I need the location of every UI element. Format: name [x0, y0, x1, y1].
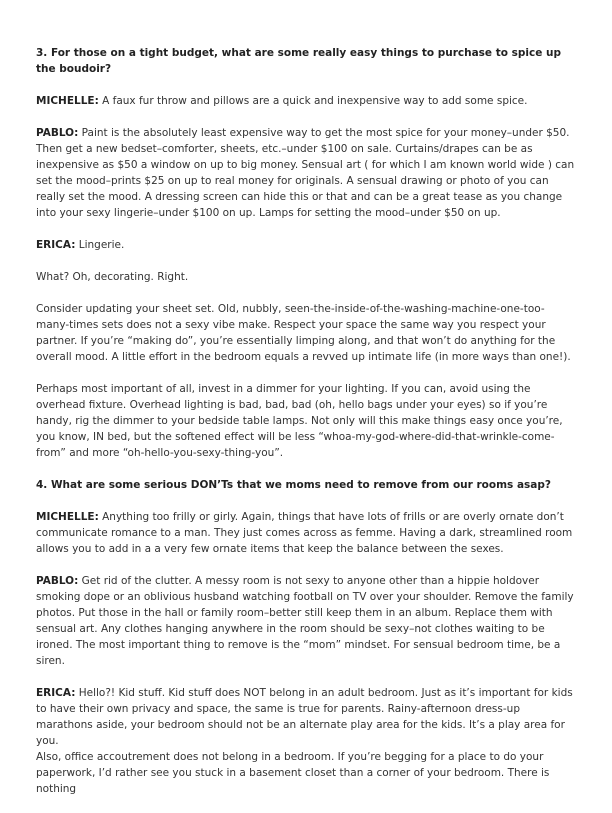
speaker-label: MICHELLE: [36, 95, 99, 107]
paragraph-office: Also, office accoutrement does not belong in a bedroom. If you’re begging for a place to do your paperwork, I’d rather see you stuck in a basement closet than a corner of your bedroom. There is nothing [36, 751, 550, 795]
paragraph-sheets: Consider updating your sheet set. Old, nubbly, seen-the-inside-of-the-washing-machine-one-too-many-times sets does not a sexy vibe make. Respect your space the same way you respect your partner. If you’re “making do”, you’re essentially limping along, and that won’t do anything for the overall mood. A little effort in the bedroom equals a revved up intimate life (in more ways than one!). [36, 303, 571, 363]
answer-text: A faux fur throw and pillows are a quick and inexpensive way to add some spice. [98, 95, 528, 107]
answer-michelle-q3 [36, 93, 576, 109]
paragraph-decorating: What? Oh, decorating. Right. [36, 271, 189, 283]
answer-text: Get rid of the clutter. A messy room is not sexy to anyone other than a hippie holdover smoking dope or an oblivious husband watching football on TV over your shoulder. Remove the family photos. Put those in the hall or family room–better still keep them in an album. Replace them with sensual art. Any clothes hanging anywhere in the room should be sexy–not clothes waiting to be ironed. The most important thing to remove is the “mom” mindset. For sensual bedroom time, be a siren. [36, 575, 574, 667]
answer-pablo-q4 [36, 573, 576, 669]
answer-text: Hello?! Kid stuff. Kid stuff does NOT belong in an adult bedroom. Just as it’s important for kids to have their own privacy and space, the same is true for parents. Rainy-afternoon dress-up marathons aside, your bedroom should not be an alternate play area for the kids. It’s a play area for you. [36, 687, 573, 747]
speaker-label: MICHELLE: [36, 511, 99, 523]
answer-text: Paint is the absolutely least expensive way to get the most spice for your money–under $50. Then get a new bedset–comforter, sheets, etc.–under $100 on sale. Curtains/drapes can be as inexpensive as $50 a window on up to big money. Sensual art ( for which I am known world wide ) can set the mood–prints $25 on up to real money for originals. A sensual drawing or photo of you can really set the mood. A dressing screen can hide this or that and can be a great tease as you change into your sexy lingerie–under $100 on up. Lamps for setting the mood–under $50 on up. [36, 127, 575, 219]
answer-text: Anything too frilly or girly. Again, things that have lots of frills or are overly ornate don’t communicate romance to a man. They just comes across as femme. Having a dark, streamlined room allows you to add in a a very few ornate items that keep the balance between the sexes. [36, 511, 573, 555]
article-body [36, 45, 576, 813]
question-3: 3. For those on a tight budget, what are some really easy things to purchase to spice up the boudoir? [36, 47, 561, 75]
speaker-label: ERICA: [36, 687, 76, 699]
paragraph-dimmer: Perhaps most important of all, invest in a dimmer for your lighting. If you can, avoid using the overhead fixture. Overhead lighting is bad, bad, bad (oh, hello bags under your eyes) so if you’re handy, rig the dimmer to your bedside table lamps. Not only will this make things easy once you’re, you know, IN bed, but the softened effect will be less “whoa-my-god-where-did-that-wrinkle-come-from” and more “oh-hello-you-sexy-thing-you”. [36, 383, 563, 459]
speaker-label: PABLO: [36, 127, 79, 139]
answer-pablo-q3 [36, 125, 576, 221]
answer-erica-q4 [36, 685, 576, 749]
answer-erica-q3 [36, 237, 576, 253]
speaker-label: PABLO: [36, 575, 79, 587]
speaker-label: ERICA: [36, 239, 76, 251]
answer-michelle-q4 [36, 509, 576, 557]
answer-text: Lingerie. [75, 239, 125, 251]
question-4: 4. What are some serious DON’Ts that we moms need to remove from our rooms asap? [36, 479, 551, 491]
